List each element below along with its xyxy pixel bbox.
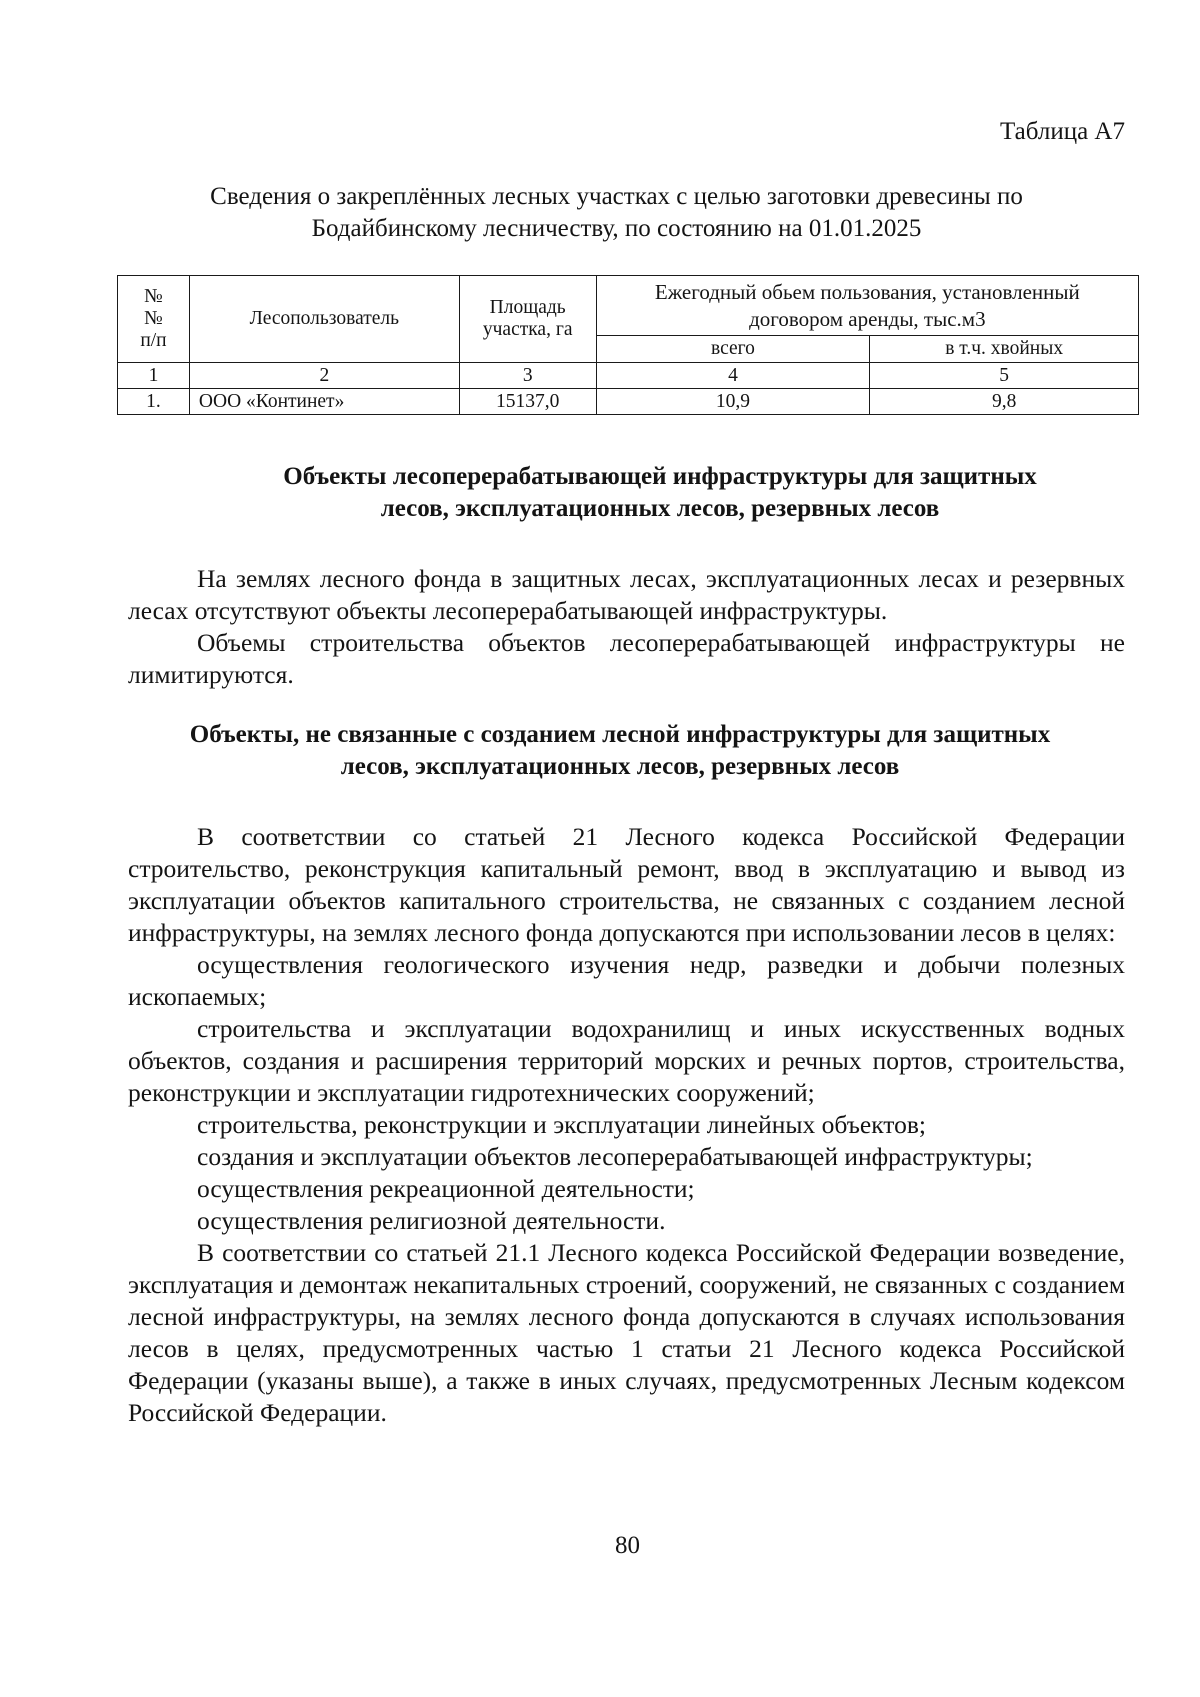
paragraph: Объемы строительства объектов лесоперерабатывающей инфраструктуры не лимитируются. bbox=[128, 628, 1125, 689]
col-number: 1 bbox=[118, 363, 190, 389]
table-row bbox=[118, 389, 1139, 415]
page-number: 80 bbox=[615, 1532, 640, 1559]
col-number: 4 bbox=[596, 363, 870, 389]
paragraph: На землях лесного фонда в защитных лесах, эксплуатационных лесах и резервных лесах отсутствуют объекты лесоперерабатывающей инфраструктуры. bbox=[128, 564, 1125, 625]
cell-conifer: 9,8 bbox=[870, 389, 1139, 415]
header-area: Площадь участка, га bbox=[459, 276, 596, 363]
column-numbers-row bbox=[118, 363, 1139, 389]
col-number: 3 bbox=[459, 363, 596, 389]
list-item: строительства, реконструкции и эксплуатации линейных объектов; bbox=[197, 1110, 926, 1139]
caption-line-1: Сведения о закреплённых лесных участках с целью заготовки древесины по bbox=[210, 183, 1023, 210]
list-item: создания и эксплуатации объектов лесоперерабатывающей инфраструктуры; bbox=[197, 1142, 1033, 1171]
cell-total: 10,9 bbox=[596, 389, 870, 415]
header-user: Лесопользователь bbox=[189, 276, 459, 363]
section1-heading: Объекты лесоперерабатывающей инфраструктуры для защитных лесов, эксплуатационных лесов, резервных лесов bbox=[283, 463, 1037, 522]
header-volume: Ежегодный обьем пользования, установленный договором аренды, тыс.м3 bbox=[596, 276, 1138, 336]
paragraph: В соответствии со статьей 21.1 Лесного кодекса Российской Федерации возведение, эксплуатация и демонтаж некапитальных строений, сооружений, не связанных с созданием лесной инфраструктуры, на землях лесного фонда допускаются в случаях использования лесов в целях, предусмотренных частью 1 статьи 21 Лесного кодекса Российской Федерации (указаны выше), а также в иных случаях, предусмотренных Лесным кодексом Российской Федерации. bbox=[128, 1238, 1125, 1427]
header-num: № № п/п bbox=[118, 276, 190, 363]
cell-user: ООО «Континет» bbox=[189, 389, 459, 415]
table-caption bbox=[120, 181, 1113, 245]
col-number: 5 bbox=[870, 363, 1139, 389]
header-total: всего bbox=[596, 336, 870, 363]
cell-area: 15137,0 bbox=[459, 389, 596, 415]
section2-heading: Объекты, не связанные с созданием лесной инфраструктуры для защитных лесов, эксплуатационных лесов, резервных лесов bbox=[189, 721, 1051, 780]
col-number: 2 bbox=[189, 363, 459, 389]
list-item: осуществления религиозной деятельности. bbox=[197, 1206, 666, 1235]
table-label: Таблица А7 bbox=[1000, 118, 1125, 145]
list-item: осуществления геологического изучения недр, разведки и добычи полезных ископаемых; bbox=[128, 950, 1125, 1011]
cell-num: 1. bbox=[118, 389, 190, 415]
header-conifer: в т.ч. хвойных bbox=[870, 336, 1139, 363]
list-item: строительства и эксплуатации водохранилищ и иных искусственных водных объектов, создания и расширения территорий морских и речных портов, строительства, реконструкции и эксплуатации гидротехнических сооружений; bbox=[128, 1014, 1125, 1107]
list-item: осуществления рекреационной деятельности; bbox=[197, 1174, 695, 1203]
section2-body bbox=[128, 821, 1125, 1429]
section1-body bbox=[128, 563, 1125, 691]
paragraph: В соответствии со статьей 21 Лесного кодекса Российской Федерации строительство, реконструкция капитальный ремонт, ввод в эксплуатацию и вывод из эксплуатации объектов капитального строительства, не связанных с созданием лесной инфраструктуры, на землях лесного фонда допускаются при использовании лесов в целях: bbox=[128, 822, 1125, 947]
forest-plots-table bbox=[117, 275, 1139, 415]
caption-line-2: Бодайбинскому лесничеству, по состоянию на 01.01.2025 bbox=[311, 215, 922, 242]
